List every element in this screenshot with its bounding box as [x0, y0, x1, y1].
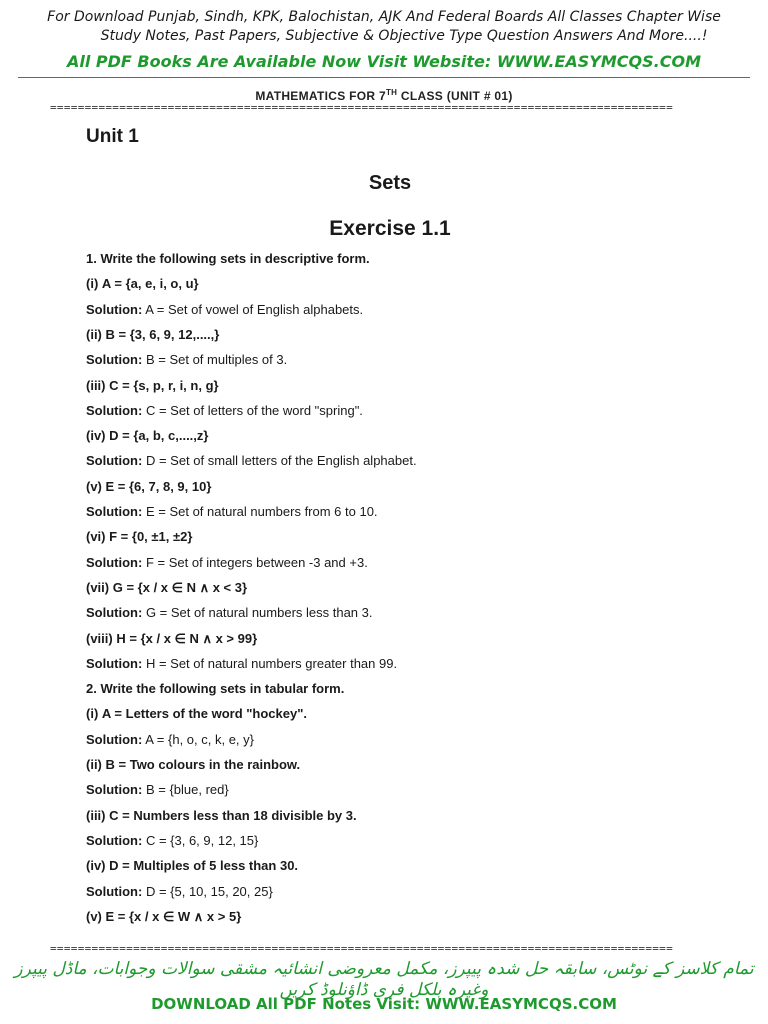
item-text: A = {a, e, i, o, u}	[101, 276, 199, 292]
exercise-item	[86, 631, 257, 647]
solution-text: H = Set of natural numbers greater than 99.	[145, 655, 398, 671]
item-text: B = {3, 6, 9, 12,....,}	[105, 326, 220, 342]
solution-label: Solution:	[86, 605, 143, 621]
header-suffix: CLASS (UNIT # 01)	[397, 89, 513, 103]
header-prefix: MATHEMATICS FOR 7	[255, 89, 386, 103]
unit-title: Unit 1	[86, 126, 139, 147]
exercise-item	[86, 529, 192, 544]
exercise-item	[86, 808, 357, 823]
solution-line	[86, 656, 397, 671]
solution-line	[86, 605, 373, 620]
item-text: G = {x / x ∈ N ∧ x < 3}	[112, 579, 248, 595]
top-banner	[0, 8, 768, 46]
solution-text: B = Set of multiples of 3.	[145, 352, 288, 368]
exercise-item	[86, 276, 199, 291]
solution-text: C = {3, 6, 9, 12, 15}	[145, 832, 259, 848]
top-equals-rule: ==========================================================================================	[50, 104, 674, 112]
item-label: (ii)	[86, 326, 102, 342]
question-heading	[86, 251, 370, 266]
solution-label: Solution:	[86, 883, 143, 899]
header-divider	[18, 77, 750, 78]
item-text: H = {x / x ∈ N ∧ x > 99}	[116, 630, 258, 646]
solution-label: Solution:	[86, 402, 143, 418]
website-banner: All PDF Books Are Available Now Visit Website: WWW.EASYMCQS.COM	[66, 52, 702, 71]
exercise-item	[86, 428, 208, 443]
solution-text: F = Set of integers between -3 and +3.	[145, 554, 368, 570]
solution-line	[86, 403, 363, 418]
solution-text: B = {blue, red}	[145, 782, 229, 798]
solution-label: Solution:	[86, 655, 143, 671]
item-text: C = {s, p, r, i, n, g}	[109, 377, 219, 393]
solution-label: Solution:	[86, 301, 143, 317]
item-label: (i)	[86, 706, 99, 722]
solution-text: D = {5, 10, 15, 20, 25}	[145, 883, 273, 899]
header-superscript: TH	[385, 88, 398, 97]
exercise-item	[86, 909, 241, 925]
exercise-item	[86, 378, 219, 393]
bottom-equals-rule: ==========================================================================================	[50, 945, 674, 953]
item-text: B = Two colours in the rainbow.	[105, 757, 301, 772]
question-text: 2. Write the following sets in tabular form.	[86, 681, 345, 697]
item-label: (i)	[86, 276, 99, 292]
item-text: E = {x / x ∈ W ∧ x > 5}	[105, 908, 242, 924]
item-text: A = Letters of the word "hockey".	[101, 706, 307, 722]
item-label: (iii)	[86, 807, 106, 823]
solution-line	[86, 555, 368, 570]
chapter-title: Sets	[368, 172, 412, 194]
item-label: (iv)	[86, 858, 106, 874]
solution-line	[86, 782, 229, 797]
solution-text: A = {h, o, c, k, e, y}	[145, 731, 254, 747]
solution-line	[86, 884, 273, 899]
item-text: C = Numbers less than 18 divisible by 3.	[109, 807, 357, 823]
solution-label: Solution:	[86, 832, 143, 848]
solution-text: A = Set of vowel of English alphabets.	[145, 301, 364, 317]
item-text: D = {a, b, c,....,z}	[109, 428, 209, 444]
exercise-item	[86, 580, 247, 596]
item-label: (ii)	[86, 757, 102, 772]
solution-line	[86, 453, 417, 468]
solution-line	[86, 504, 378, 519]
solution-label: Solution:	[86, 352, 143, 368]
banner-line-1: For Download Punjab, Sindh, KPK, Balochistan, AJK And Federal Boards All Classes Chapter Wise	[47, 9, 721, 25]
solution-line	[86, 732, 254, 747]
solution-text: D = Set of small letters of the English alphabet.	[145, 453, 417, 469]
item-text: E = {6, 7, 8, 9, 10}	[105, 478, 212, 494]
item-label: (v)	[86, 908, 102, 924]
item-label: (viii)	[86, 630, 113, 646]
footer-banner: DOWNLOAD All PDF Notes Visit: WWW.EASYMCQS.COM	[151, 995, 617, 1013]
banner-line-2: Study Notes, Past Papers, Subjective & Objective Type Question Answers And More....!	[100, 28, 708, 44]
solution-text: C = Set of letters of the word "spring".	[145, 402, 363, 418]
item-label: (iii)	[86, 377, 106, 393]
exercise-item	[86, 757, 300, 772]
solution-line	[86, 352, 287, 367]
item-text: D = Multiples of 5 less than 30.	[109, 858, 299, 874]
document-header	[0, 88, 768, 103]
question-heading	[86, 681, 344, 696]
item-label: (vii)	[86, 579, 110, 595]
solution-line	[86, 302, 363, 317]
solution-line	[86, 833, 258, 848]
exercise-item	[86, 327, 219, 342]
exercise-item	[86, 479, 211, 494]
exercise-item	[86, 858, 298, 873]
item-label: (iv)	[86, 428, 106, 444]
exercise-item	[86, 706, 307, 721]
item-label: (vi)	[86, 529, 106, 545]
exercise-title: Exercise 1.1	[329, 217, 451, 240]
urdu-banner: تمام کلاسز کے نوٹس، سابقہ حل شدہ پیپرز، مکمل معروضی انشائیہ مشقی سوالات وجوابات، ماڈل پیپرز وغیرہ بلکل فری ڈاؤنلوڈ کریں	[14, 959, 754, 1000]
solution-label: Solution:	[86, 453, 143, 469]
solution-label: Solution:	[86, 782, 143, 798]
solution-text: E = Set of natural numbers from 6 to 10.	[145, 504, 378, 519]
solution-text: G = Set of natural numbers less than 3.	[145, 605, 373, 621]
solution-label: Solution:	[86, 731, 143, 747]
solution-label: Solution:	[86, 504, 143, 519]
question-text: 1. Write the following sets in descriptive form.	[86, 251, 370, 266]
item-label: (v)	[86, 478, 102, 494]
solution-label: Solution:	[86, 554, 143, 570]
item-text: F = {0, ±1, ±2}	[109, 529, 193, 545]
